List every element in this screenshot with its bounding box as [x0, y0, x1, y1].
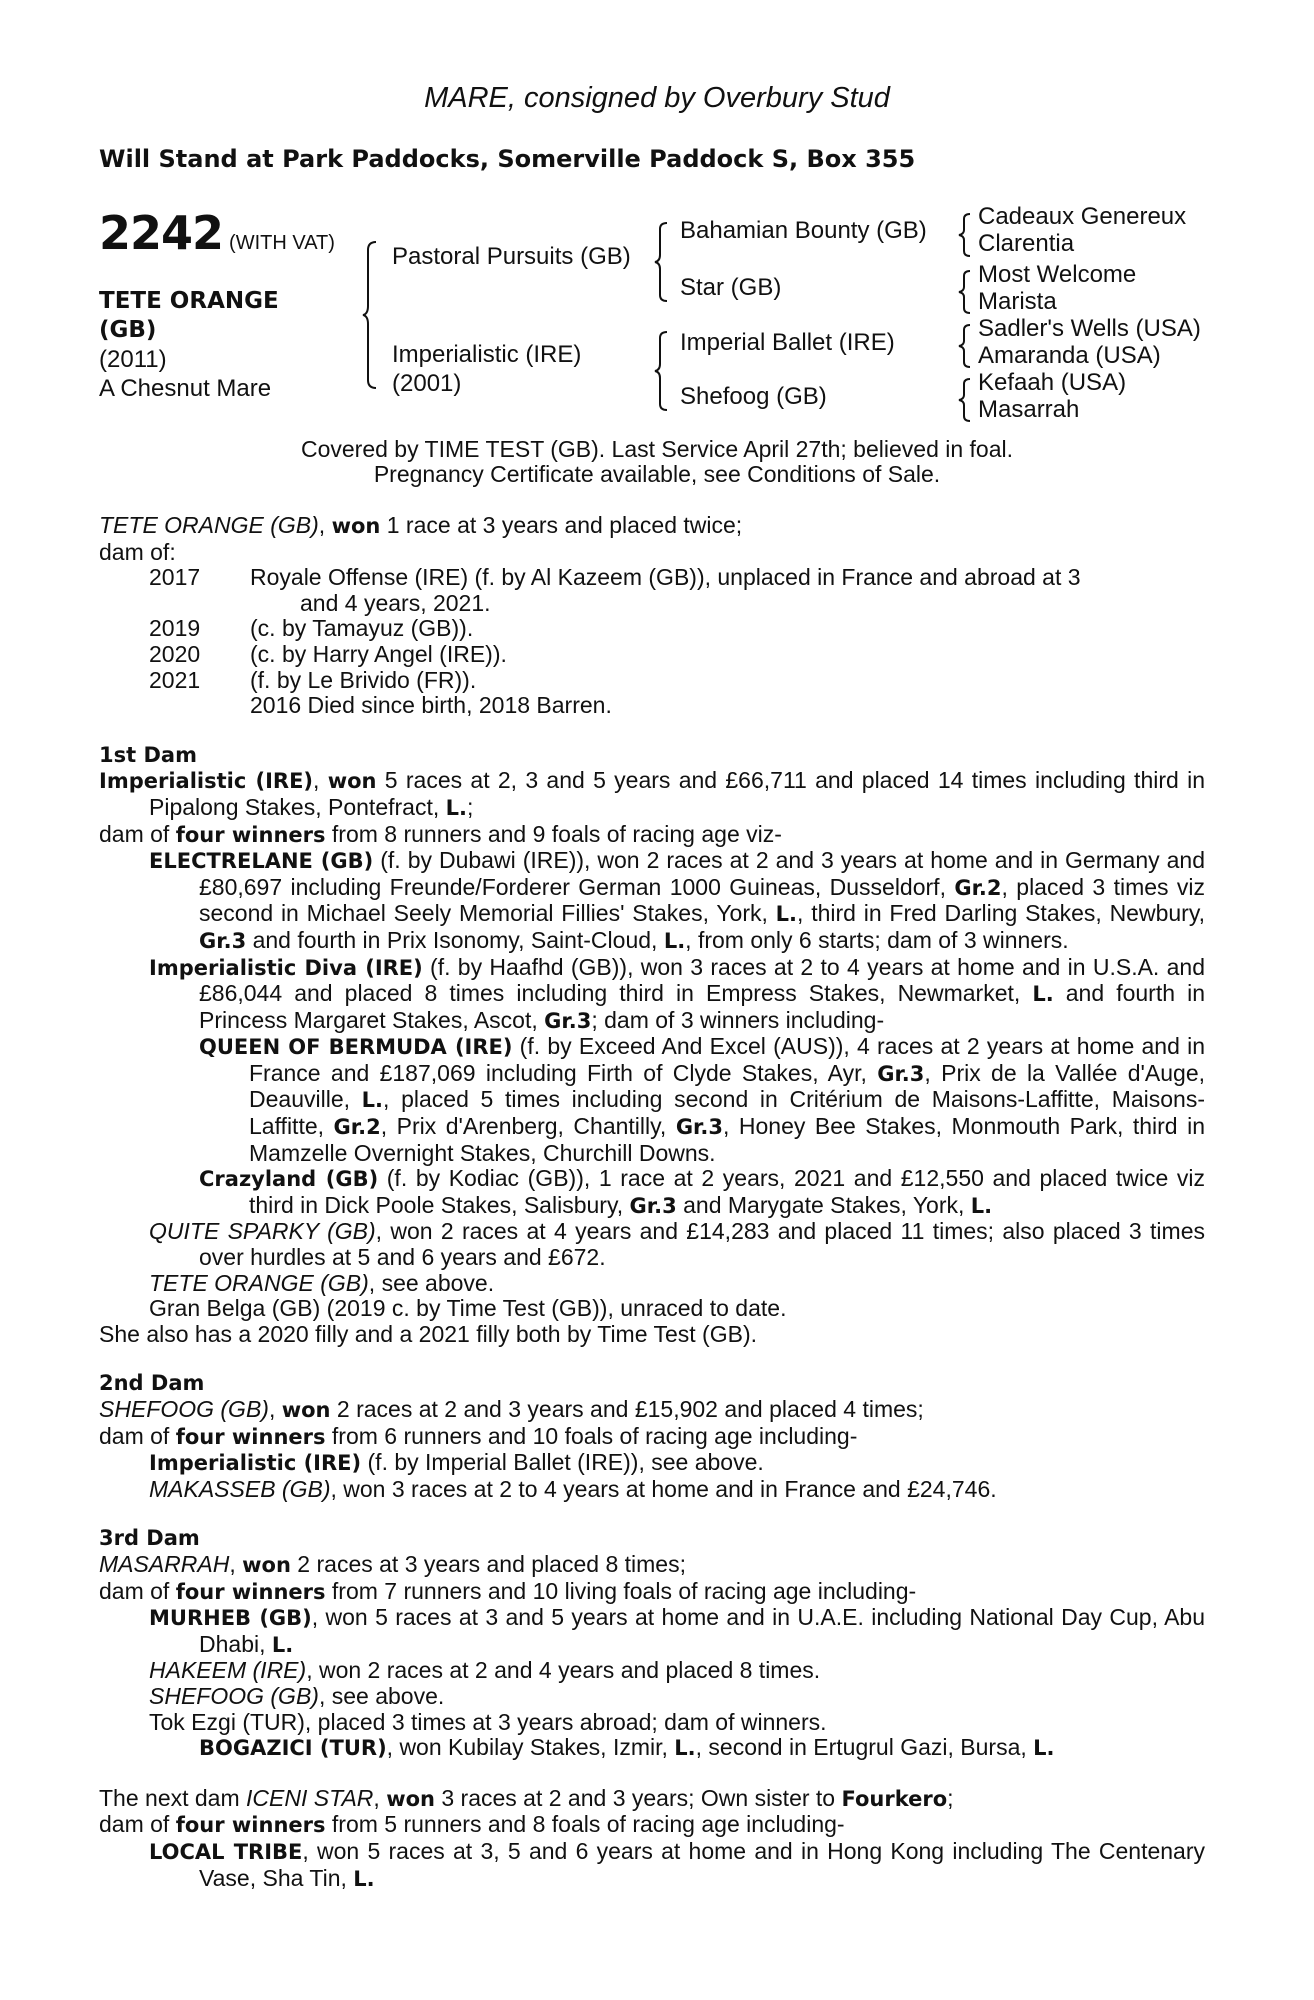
next-dam-name: ICENI STAR	[246, 1784, 374, 1811]
grade-label: L.	[663, 928, 686, 953]
record-text: , won 2 races at 2 and 4 years and placed 8 times.	[306, 1657, 821, 1684]
four-winners-label: four winners	[175, 1579, 326, 1604]
produce-text: (c. by Harry Angel (IRE)).	[250, 640, 507, 667]
produce-row	[99, 642, 1205, 668]
intro-text: 1 race at 3 years and placed twice;	[380, 512, 743, 538]
produce-summary-text: from 5 runners and 8 foals of racing age including-	[325, 1811, 845, 1838]
produce-row	[99, 668, 1205, 694]
dam2-name: SHEFOOG (GB)	[99, 1396, 269, 1422]
record-text: , won 3 races at 2 to 4 years at home and in France and £24,746.	[330, 1475, 997, 1502]
produce-text: Royale Offense (IRE) (f. by Al Kazeem (GB)), unplaced in France and abroad at 3	[250, 564, 1081, 591]
dam1-also-note: She also has a 2020 filly and a 2021 filly both by Time Test (GB).	[99, 1320, 757, 1347]
horse-name: BOGAZICI (TUR)	[199, 1736, 387, 1761]
record-text: , Prix de la Vallée d'Auge, Deauville,	[249, 1059, 1206, 1113]
covered-notice	[0, 437, 1314, 487]
pedigree-ds-sire: Sadler's Wells (USA)	[978, 315, 1201, 342]
stand-location: Will Stand at Park Paddocks, Somerville Paddock S, Box 355	[99, 145, 916, 173]
won-label: won	[331, 514, 381, 538]
record-text: , see above.	[318, 1682, 445, 1709]
dam1-record: Imperialistic (IRE), won 5 races at 2, 3 and 5 years and £66,711 and placed 14 times including third in Pipalong Stakes, Pontefract, L.;	[99, 767, 1205, 820]
won-label: won	[281, 1398, 331, 1422]
pedigree-ds-dam: Amaranda (USA)	[978, 342, 1161, 369]
record-text: ; dam of 3 winners including-	[591, 1006, 885, 1033]
grade-label: L.	[353, 1866, 375, 1891]
page-title: MARE, consigned by Overbury Stud	[424, 82, 890, 114]
produce-row	[99, 616, 1205, 642]
punctuation: ,	[373, 1784, 387, 1811]
sister-name: Fourkero	[841, 1786, 948, 1811]
produce-row	[99, 565, 1205, 616]
four-winners-label: four winners	[175, 1424, 326, 1449]
produce-gran-belga: Gran Belga (GB) (2019 c. by Time Test (GB)), unraced to date.	[149, 1295, 787, 1322]
produce-makasseb	[99, 1477, 1205, 1503]
dam3-text: 2 races at 3 years and placed 8 times;	[290, 1550, 686, 1577]
horse-name: Imperialistic Diva (IRE)	[149, 955, 423, 980]
grade-label: L.	[1033, 1736, 1055, 1761]
record-text: , third in Fred Darling Stakes, Newbury,	[797, 900, 1206, 927]
record-text: (f. by Exceed And Excel (AUS)), 4 races at 2 years at home and in France and £187,069 including Firth of Clyde Stakes, Ayr,	[249, 1033, 1205, 1086]
dam1-produce-summary	[99, 822, 1205, 849]
produce-summary-text: from 7 runners and 10 living foals of racing age including-	[325, 1577, 917, 1604]
horse-name: MAKASSEB (GB)	[149, 1475, 331, 1502]
grade-label: Gr.3	[629, 1193, 677, 1218]
pedigree-brace-dd	[958, 377, 974, 423]
punctuation: ;	[466, 793, 474, 820]
dam1-name: Imperialistic (IRE)	[99, 769, 314, 794]
record-text: , second in Ertugrul Gazi, Bursa,	[695, 1734, 1034, 1761]
horse-name: TETE ORANGE	[99, 288, 279, 314]
horse-name: Crazyland (GB)	[199, 1167, 379, 1192]
horse-name: QUEEN OF BERMUDA (IRE)	[199, 1035, 513, 1060]
produce-shefoog	[99, 1684, 1205, 1710]
horse-name: QUITE SPARKY (GB)	[149, 1218, 376, 1245]
pedigree-brace-ds	[958, 323, 974, 369]
four-winners-label: four winners	[175, 822, 326, 847]
covered-line-1: Covered by TIME TEST (GB). Last Service April 27th; believed in foal.	[300, 436, 1014, 462]
section-heading-2nd-dam: 2nd Dam	[99, 1371, 205, 1396]
produce-text: (c. by Tamayuz (GB)).	[250, 615, 474, 642]
pedigree-sire-dam: Star (GB)	[680, 274, 782, 301]
grade-label: L.	[775, 902, 798, 927]
record-text: , placed 5 times including second in Critérium de Maisons-Laffitte, Maisons-Laffitte,	[249, 1086, 1205, 1140]
produce-tok-ezgi: Tok Ezgi (TUR), placed 3 times at 3 years abroad; dam of winners.	[149, 1708, 827, 1735]
pedigree-dam-dam: Shefoog (GB)	[680, 383, 827, 410]
dam2-text: 2 races at 2 and 3 years and £15,902 and placed 4 times;	[330, 1396, 924, 1422]
record-text: , see above.	[368, 1269, 495, 1296]
grade-label: Gr.2	[954, 875, 1002, 900]
produce-summary-text: from 8 runners and 9 foals of racing age viz-	[325, 820, 782, 847]
produce-bogazici	[99, 1735, 1205, 1762]
produce-year: 2021	[149, 666, 201, 693]
dam3-produce-summary	[99, 1579, 1205, 1606]
horse-description: A Chesnut Mare	[99, 375, 272, 402]
pedigree-dd-sire: Kefaah (USA)	[978, 369, 1127, 396]
grade-label: L.	[1032, 982, 1054, 1007]
catalogue-body	[99, 513, 1205, 1892]
pedigree-dam-sire: Imperial Ballet (IRE)	[680, 329, 895, 356]
lot-number: 2242	[99, 206, 224, 260]
dam-of-label: dam of:	[99, 538, 176, 565]
record-text: , won 2 races at 4 years and £14,283 and placed 11 times; also placed 3 times over hurdles at 5 and 6 years and £672.	[199, 1218, 1205, 1271]
record-text: , won 5 races at 3, 5 and 6 years at home and in Hong Kong including The Centenary Vase, Sha Tin,	[199, 1837, 1205, 1891]
won-label: won	[386, 1786, 435, 1811]
next-dam-text: 3 races at 2 and 3 years; Own sister to	[434, 1784, 842, 1811]
record-text: , won Kubilay Stakes, Izmir,	[386, 1734, 675, 1761]
grade-label: Gr.3	[675, 1115, 724, 1140]
pedigree-brace-dam	[654, 330, 672, 412]
produce-quite-sparky	[99, 1219, 1205, 1270]
produce-text-cont: and 4 years, 2021.	[300, 589, 491, 616]
grade-label: L.	[445, 795, 467, 820]
horse-country: (GB)	[99, 317, 157, 343]
produce-crazyland	[99, 1166, 1205, 1219]
pedigree-dam-year: (2001)	[392, 370, 462, 397]
record-text: and fourth in Prix Isonomy, Saint-Cloud,	[246, 926, 664, 953]
produce-murheb	[99, 1605, 1205, 1658]
pedigree-brace-main	[362, 240, 382, 390]
record-text: and Marygate Stakes, York,	[676, 1191, 971, 1218]
produce-electrelane	[99, 848, 1205, 954]
produce-year: 2019	[149, 615, 201, 642]
produce-local-tribe	[99, 1839, 1205, 1892]
dam2-produce-summary	[99, 1424, 1205, 1451]
record-text: , won 5 races at 3 and 5 years at home and in U.A.E. including National Day Cup, Abu Dhabi,	[199, 1604, 1205, 1657]
horse-name: MURHEB (GB)	[149, 1606, 312, 1631]
pedigree-sd-dam: Marista	[978, 288, 1057, 315]
lot-block	[99, 206, 335, 260]
horse-name-italic: TETE ORANGE (GB)	[99, 512, 319, 538]
produce-summary-text: from 6 runners and 10 foals of racing age including-	[325, 1422, 858, 1449]
record-text: and fourth in Princess Margaret Stakes, Ascot,	[199, 980, 1205, 1033]
pedigree-sd-sire: Most Welcome	[978, 261, 1137, 288]
pedigree-ss-sire: Cadeaux Genereux	[978, 203, 1187, 230]
grade-label: L.	[970, 1193, 993, 1218]
produce-queen-of-bermuda	[99, 1034, 1205, 1166]
grade-label: L.	[674, 1736, 696, 1761]
dam-of-text: dam of	[99, 1577, 176, 1604]
horse-name: ELECTRELANE (GB)	[149, 849, 374, 874]
next-dam-produce-summary	[99, 1812, 1205, 1839]
grade-label: Gr.2	[333, 1115, 381, 1140]
horse-name: TETE ORANGE (GB)	[149, 1269, 369, 1296]
record-text: (f. by Haafhd (GB)), won 3 races at 2 to 4 years at home and in U.S.A. and £86,044 and placed 8 times including third in Empress Stakes, Newmarket,	[199, 953, 1205, 1007]
record-text: , from only 6 starts; dam of 3 winners.	[685, 926, 1069, 953]
produce-imperialistic-diva	[99, 955, 1205, 1035]
grade-label: Gr.3	[199, 928, 247, 953]
grade-label: Gr.3	[877, 1061, 925, 1086]
produce-tete-orange	[99, 1271, 1205, 1297]
next-dam-text: The next dam	[99, 1784, 247, 1811]
grade-label: L.	[361, 1088, 384, 1113]
four-winners-label: four winners	[175, 1813, 326, 1838]
pedigree-sire: Pastoral Pursuits (GB)	[392, 243, 631, 270]
produce-note: 2016 Died since birth, 2018 Barren.	[250, 692, 612, 719]
produce-imperialistic	[99, 1450, 1205, 1477]
won-label: won	[242, 1552, 291, 1577]
dam-of-text: dam of	[99, 820, 176, 847]
horse-name: LOCAL TRIBE	[149, 1839, 303, 1864]
dam-of-text: dam of	[99, 1811, 176, 1838]
record-text: , Prix d'Arenberg, Chantilly,	[380, 1113, 676, 1140]
record-text: , placed 3 times viz second in Michael Seely Memorial Fillies' Stakes, York,	[199, 873, 1205, 927]
pedigree-brace-sire	[654, 221, 672, 303]
produce-hakeem	[99, 1658, 1205, 1684]
dam1-text: 5 races at 2, 3 and 5 years and £66,711 and placed 14 times including third in Pipalong Stakes, Pontefract,	[149, 767, 1205, 820]
section-heading-1st-dam: 1st Dam	[99, 742, 197, 767]
won-label: won	[327, 769, 377, 794]
grade-label: Gr.3	[544, 1008, 592, 1033]
vat-label: (WITH VAT)	[229, 232, 335, 254]
horse-name: Imperialistic (IRE)	[149, 1451, 362, 1476]
horse-name: HAKEEM (IRE)	[149, 1657, 307, 1684]
pedigree-dd-dam: Masarrah	[978, 396, 1080, 423]
pedigree-dam: Imperialistic (IRE)	[392, 341, 582, 368]
produce-text: (f. by Le Brivido (FR)).	[250, 666, 477, 693]
pedigree-brace-sd	[958, 269, 974, 315]
produce-year: 2020	[149, 640, 201, 667]
dam2-record: SHEFOOG (GB), won 2 races at 2 and 3 years and £15,902 and placed 4 times;	[99, 1396, 924, 1422]
section-heading-3rd-dam: 3rd Dam	[99, 1526, 200, 1551]
horse-info	[99, 287, 279, 403]
pedigree-ss-dam: Clarentia	[978, 230, 1075, 257]
next-dam-record	[99, 1786, 1205, 1813]
dam-of-text: dam of	[99, 1422, 176, 1449]
record-text: (f. by Kodiac (GB)), 1 race at 2 years, 2021 and £12,550 and placed twice viz third in Dick Poole Stakes, Salisbury,	[249, 1165, 1205, 1218]
punctuation: ;	[947, 1784, 954, 1811]
record-text: (f. by Imperial Ballet (IRE)), see above.	[361, 1449, 764, 1476]
pedigree-brace-ss	[958, 212, 974, 258]
intro-line: TETE ORANGE (GB), won 1 race at 3 years and placed twice;	[99, 512, 743, 538]
record-text: , Honey Bee Stakes, Monmouth Park, third in Mamzelle Overnight Stakes, Churchill Downs.	[249, 1113, 1205, 1166]
record-text: (f. by Dubawi (IRE)), won 2 races at 2 and 3 years at home and in Germany and £80,697 including Freunde/Forderer German 1000 Guineas, Dusseldorf,	[199, 847, 1205, 900]
horse-name: SHEFOOG (GB)	[149, 1682, 319, 1709]
dam3-name: MASARRAH	[99, 1550, 230, 1577]
pedigree-sire-sire: Bahamian Bounty (GB)	[680, 217, 927, 244]
dam3-record: MASARRAH, won 2 races at 3 years and placed 8 times;	[99, 1550, 686, 1577]
horse-year: (2011)	[99, 346, 167, 373]
covered-line-2: Pregnancy Certificate available, see Conditions of Sale.	[373, 461, 941, 487]
grade-label: L.	[271, 1632, 294, 1657]
produce-year: 2017	[149, 564, 201, 591]
